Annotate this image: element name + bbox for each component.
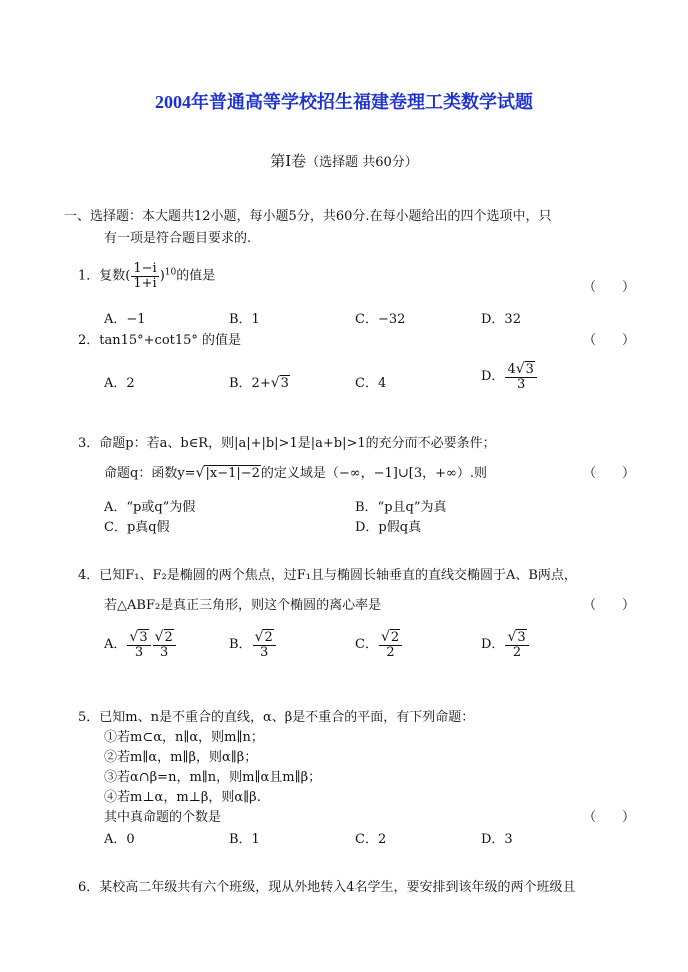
q2-option-d bbox=[481, 362, 538, 391]
q4-option-c bbox=[355, 630, 403, 659]
q4-option-a-radicand-2: 2 bbox=[164, 630, 173, 645]
q2-option-b-prefix: B．2+ bbox=[229, 376, 271, 391]
q2-answer-paren: （ ） bbox=[583, 333, 636, 348]
q1-option-a: A．−1 bbox=[104, 312, 146, 327]
q4-option-d-den: 2 bbox=[512, 644, 522, 660]
q4-line2: 若△ABF₂是真正三角形，则这个椭圆的离心率是 bbox=[104, 598, 382, 613]
radical-sign: √ bbox=[380, 629, 390, 645]
q4-line1: 4．已知F₁、F₂是椭圆的两个焦点，过F₁且与椭圆长轴垂直的直线交椭圆于A、B两点， bbox=[78, 568, 577, 583]
q5-item-3: ③若α∩β=n，m∥n，则m∥α且m∥β； bbox=[104, 770, 322, 785]
q1-prefix: 1．复数 bbox=[78, 268, 126, 284]
q1-frac-num: 1−i bbox=[133, 261, 157, 276]
q1-option-c: C．−32 bbox=[355, 312, 406, 327]
radical-sign: √ bbox=[515, 361, 525, 377]
q5-option-a: A．0 bbox=[104, 832, 135, 847]
q4-option-a-fraction-2 bbox=[153, 630, 176, 659]
q1-answer-paren: （ ） bbox=[583, 280, 636, 295]
q4-option-b-fraction bbox=[253, 630, 276, 659]
q1-option-b: B．1 bbox=[229, 312, 260, 327]
q1-suffix: 的值是 bbox=[176, 268, 216, 284]
q2-option-d-num-radicand: 3 bbox=[525, 362, 534, 377]
q1-option-d: D．32 bbox=[481, 312, 521, 327]
q5-option-d: D．3 bbox=[481, 832, 513, 847]
q4-option-b-radicand: 2 bbox=[264, 630, 273, 645]
q2-option-a: A．2 bbox=[104, 376, 135, 391]
q5-item-2: ②若m∥α，m∥β，则α∥β； bbox=[104, 750, 258, 765]
q3-option-b: B．“p且q”为真 bbox=[355, 500, 447, 515]
q6-line1: 6．某校高二年级共有六个班级，现从外地转入4名学生，要安排到该年级的两个班级且 bbox=[78, 880, 576, 895]
instructions-line1: 一、选择题：本大题共12小题，每小题5分，共60分.在每小题给出的四个选项中，只 bbox=[64, 209, 552, 224]
q4-option-d-num bbox=[505, 630, 528, 646]
instructions-line2: 有一项是符合题目要求的. bbox=[104, 231, 252, 246]
document-title: 2004年普通高等学校招生福建卷理工类数学试题 bbox=[155, 92, 533, 112]
q4-option-c-num bbox=[379, 630, 402, 646]
q3-line2-suffix: 的定义域是（−∞，−1]∪[3，+∞）.则 bbox=[260, 466, 487, 481]
radical-sign: √ bbox=[154, 629, 164, 645]
q3-line2-prefix: 命题q：函数y= bbox=[104, 466, 196, 481]
section-heading bbox=[0, 150, 688, 171]
q2-option-c: C．4 bbox=[355, 376, 387, 391]
q5-option-c: C．2 bbox=[355, 832, 387, 847]
q4-option-a-den-2: 3 bbox=[160, 644, 169, 660]
q2-option-b-radicand: 3 bbox=[280, 376, 289, 391]
q1-power: 10 bbox=[164, 267, 177, 278]
q1-frac-den: 1+i bbox=[133, 275, 157, 291]
q4-answer-paren: （ ） bbox=[583, 598, 636, 613]
radical-sign: √ bbox=[254, 629, 264, 645]
q4-option-a-den-1: 3 bbox=[134, 644, 144, 660]
q2-option-d-den: 3 bbox=[517, 376, 526, 392]
q4-option-b bbox=[229, 630, 277, 659]
q2-option-b bbox=[229, 372, 290, 391]
q4-option-a-label: A． bbox=[104, 637, 127, 653]
q2-option-d-num bbox=[505, 362, 536, 378]
q3-line2-radicand: |x−1|−2 bbox=[205, 466, 260, 481]
q4-option-c-den: 2 bbox=[386, 644, 395, 660]
q1-stem: 1．复数( $\frac{1-i}{1+i}$ )$^{10}$的值是 bbox=[78, 261, 216, 291]
q3-option-a: A．“p或q”为假 bbox=[104, 500, 196, 515]
q4-option-d-fraction bbox=[505, 630, 528, 659]
q3-answer-paren: （ ） bbox=[583, 466, 636, 481]
radical-sign: √ bbox=[129, 629, 139, 645]
q5-answer-paren: （ ） bbox=[583, 810, 636, 825]
section-note: （选择题 共60分） bbox=[306, 155, 418, 170]
q4-option-c-radicand: 2 bbox=[390, 630, 400, 645]
radical-sign: √ bbox=[270, 375, 280, 391]
q5-item-1: ①若m⊂α，n∥α，则m∥n； bbox=[104, 730, 264, 745]
q3-option-d: D．p假q真 bbox=[355, 520, 422, 535]
q4-option-a-radicand-1: 3 bbox=[139, 630, 148, 645]
q4-option-a-num-2 bbox=[153, 630, 176, 646]
q2-option-d-label: D． bbox=[481, 369, 505, 385]
q2-option-d-fraction bbox=[505, 362, 536, 391]
radical-sign: √ bbox=[507, 629, 517, 645]
q4-option-d-radicand: 3 bbox=[517, 630, 526, 645]
q4-option-b-den: 3 bbox=[260, 644, 269, 660]
q4-option-a bbox=[104, 630, 177, 659]
radical-sign: √ bbox=[195, 465, 205, 481]
q5-question: 其中真命题的个数是 bbox=[104, 810, 222, 825]
q3-option-c: C．p真q假 bbox=[104, 520, 170, 535]
q5-line1: 5．已知m、n是不重合的直线，α、β是不重合的平面，有下列命题： bbox=[78, 710, 475, 725]
q4-option-c-fraction bbox=[379, 630, 402, 659]
q4-option-d-label: D． bbox=[481, 637, 505, 653]
q2-stem: 2．tan15°+cot15° 的值是 bbox=[78, 333, 242, 348]
q4-option-c-label: C． bbox=[355, 637, 378, 653]
q5-item-4: ④若m⊥α，m⊥β，则α∥β. bbox=[104, 790, 261, 805]
q4-option-d bbox=[481, 630, 530, 659]
q4-option-b-num bbox=[253, 630, 276, 646]
q4-option-b-label: B． bbox=[229, 637, 252, 653]
q4-option-a-num-1 bbox=[127, 630, 150, 646]
q2-option-d-num-coef: 4 bbox=[507, 362, 516, 377]
section-label: 第Ⅰ卷 bbox=[270, 152, 307, 170]
q3-line1: 3．命题p：若a、b∈R，则|a|+|b|>1是|a+b|>1的充分而不必要条件； bbox=[78, 436, 496, 451]
q1-fraction bbox=[131, 262, 158, 290]
q5-option-b: B．1 bbox=[229, 832, 260, 847]
q4-option-a-fraction-1 bbox=[127, 630, 150, 659]
q3-line2 bbox=[104, 462, 487, 481]
